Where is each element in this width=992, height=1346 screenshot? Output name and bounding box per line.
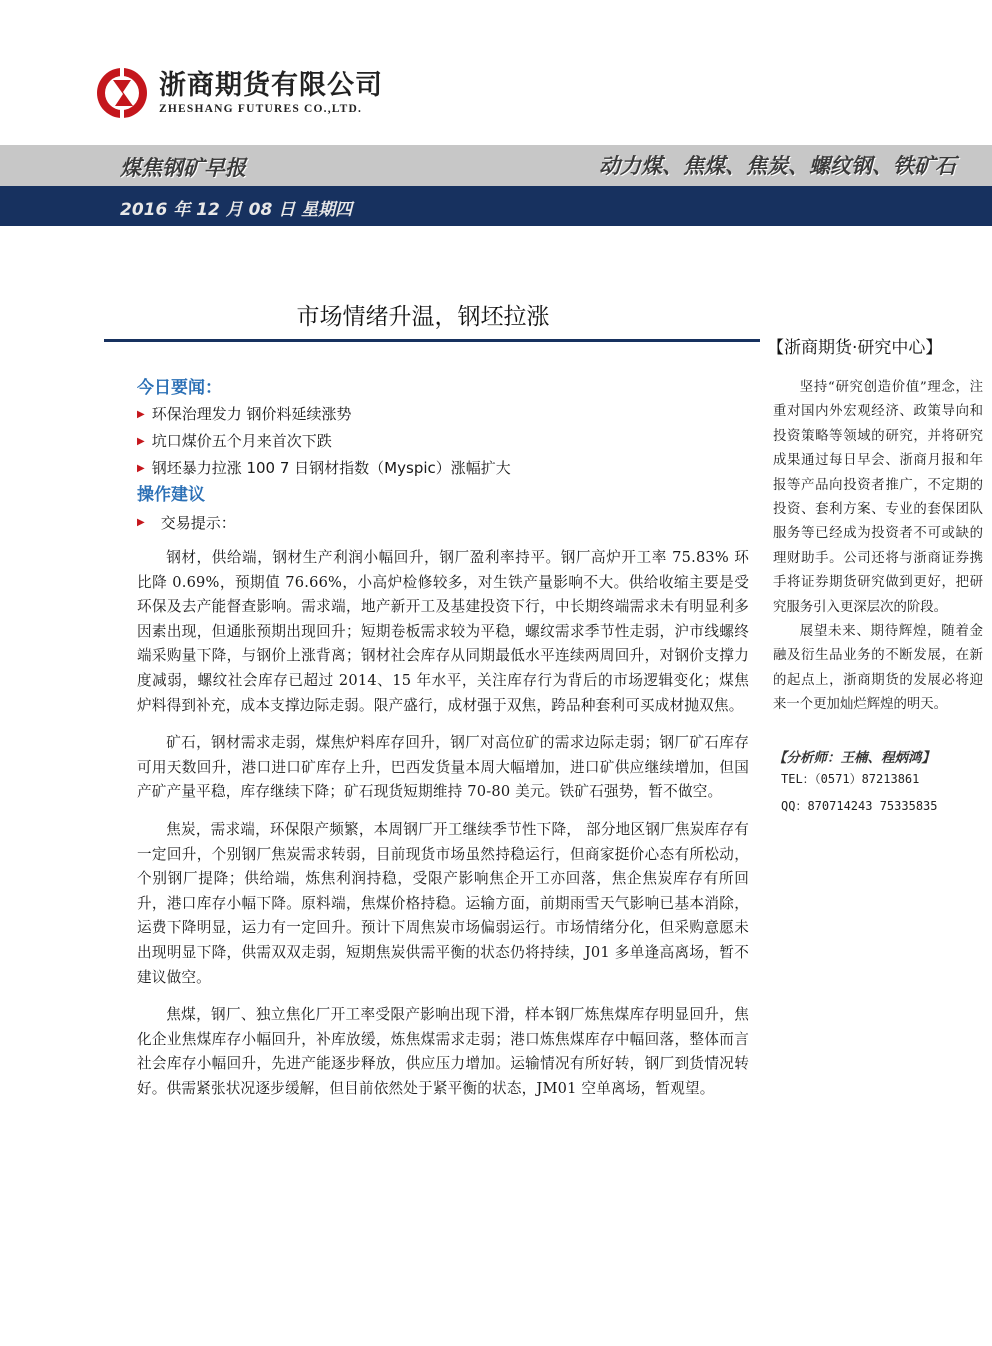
company-logo [95,66,383,120]
list-item [137,428,752,455]
date-band [0,186,992,226]
contact-tel: TEL：（0571）87213861 [781,771,920,786]
sidebar-paragraph: 坚持“研究创造价值”理念，注重对国内外宏观经济、政策导向和投资策略等领域的研究，并将研究成果通过每日早会、浙商月报和年报等产品向投资者推广，不定期的投资、套利方案、专业的套保团队服务等已经成为投资者不可或缺的理财助手。公司还将与浙商证券携手将证券期货研究做到更好，把研究服务引入更深层次的阶段。 [773,380,983,615]
iron-ore-paragraph: 矿石，钢材需求走弱，煤焦炉料库存回升，钢厂对高位矿的需求边际走弱；钢厂矿石库存可用天数回升，港口进口矿库存上升，巴西发货量本周大幅增加，进口矿供应继续增加，但国产矿产量平稳，库存继续下降；矿石现货短期维持 70-80 美元。铁矿石强势，暂不做空。 [137,734,749,801]
report-name: 煤焦钢矿早报 [120,156,246,180]
logo-text [159,71,383,115]
trade-tip-text: 交易提示： [160,514,236,532]
company-name-cn: 浙商期货有限公司 [159,70,383,101]
zheshang-logo-icon [95,66,149,120]
news-item-text: 环保治理发力 钢价料延续涨势 [151,405,352,423]
sidebar [767,333,983,820]
advice-heading: 操作建议 [137,485,205,505]
company-name-en: ZHESHANG FUTURES CO.,LTD. [159,103,363,115]
report-date: 2016 年 12 月 08 日 星期四 [120,200,353,220]
news-item-text: 坑口煤价五个月来首次下跌 [151,432,332,450]
analysts-label: 【分析师：王楠、程炳鸿】 [773,749,935,766]
main-content [137,375,752,1114]
news-list [137,401,752,482]
coke-paragraph: 焦炭，需求端，环保限产频繁，本周钢厂开工继续季节性下降， 部分地区钢厂焦炭库存有一定回升，个别钢厂焦炭需求转弱，目前现货市场虽然持稳运行，但商家挺价心态有所松动，个别钢厂提降；供给端，炼焦利润持稳，受限产影响焦企开工亦回落，焦企焦炭库存有所回升，港口库存小幅下降。原料端，焦煤价格持稳。运输方面，前期雨雪天气影响已基本消除，运费下降明显，运力有一定回升。预计下周焦炭市场偏弱运行。市场情绪分化，但采购意愿未出现明显下降，供需双双走弱，短期焦炭供需平衡的状态仍将持续，J01 多单逢高离场，暂不建议做空。 [137,820,749,986]
arrow-bullet-icon: ▶ [137,436,145,447]
page-title: 市场情绪升温，钢坯拉涨 [296,304,550,330]
arrow-bullet-icon: ▶ [137,463,145,474]
news-item-text: 钢坯暴力拉涨 100 7 日钢材指数（Myspic）涨幅扩大 [151,459,511,477]
list-item [137,455,752,482]
sidebar-title: 【浙商期货·研究中心】 [767,338,943,358]
list-item [137,401,752,428]
trade-tip-label [137,508,752,538]
report-header-band [0,145,992,186]
coking-coal-paragraph: 焦煤，钢厂、独立焦化厂开工率受限产影响出现下滑，样本钢厂炼焦煤库存明显回升，焦化企业焦煤库存小幅回升，补库放缓，炼焦煤需求走弱；港口炼焦煤库存中幅回落，整体而言社会库存小幅回升，先进产能逐步释放，供应压力增加。运输情况有所好转，钢厂到货情况转好。供需紧张状况逐步缓解，但目前依然处于紧平衡的状态，JM01 空单离场，暂观望。 [137,1006,749,1097]
contact-qq: QQ：870714243 75335835 [781,798,938,813]
product-list: 动力煤、焦煤、焦炭、螺纹钢、铁矿石 [599,154,956,178]
title-divider [104,339,760,342]
sidebar-paragraph: 展望未来、期待辉煌，随着金融及衍生品业务的不断发展，在新的起点上，浙商期货的发展必将迎来一个更加灿烂辉煌的明天。 [773,624,983,713]
news-heading: 今日要闻： [137,378,222,398]
steel-paragraph: 钢材，供给端，钢材生产利润小幅回升，钢厂盈利率持平。钢厂高炉开工率 75.83% 环比降 0.69%，预期值 76.66%，小高炉检修较多，对生铁产量影响不大。供给收缩主要是受环保及去产能督查影响。需求端，地产新开工及基建投资下行，中长期终端需求未有明显利多因素出现，但通胀预期出现回升；短期卷板需求较为平稳，螺纹需求季节性走弱，沪市线螺终端采购量下降，与钢价上涨背离；钢材社会库存从同期最低水平连续两周回升，对钢价支撑力度减弱，螺纹社会库存已超过 2014、15 年水平，关注库存行为背后的市场逻辑变化；煤焦炉料得到补充，成本支撑边际走弱。限产盛行，成材强于双焦，跨品种套利可买成材抛双焦。 [137,549,749,714]
arrow-bullet-icon: ▶ [137,409,145,420]
arrow-bullet-icon: ▶ [137,517,145,528]
analysis-body [137,546,749,1101]
